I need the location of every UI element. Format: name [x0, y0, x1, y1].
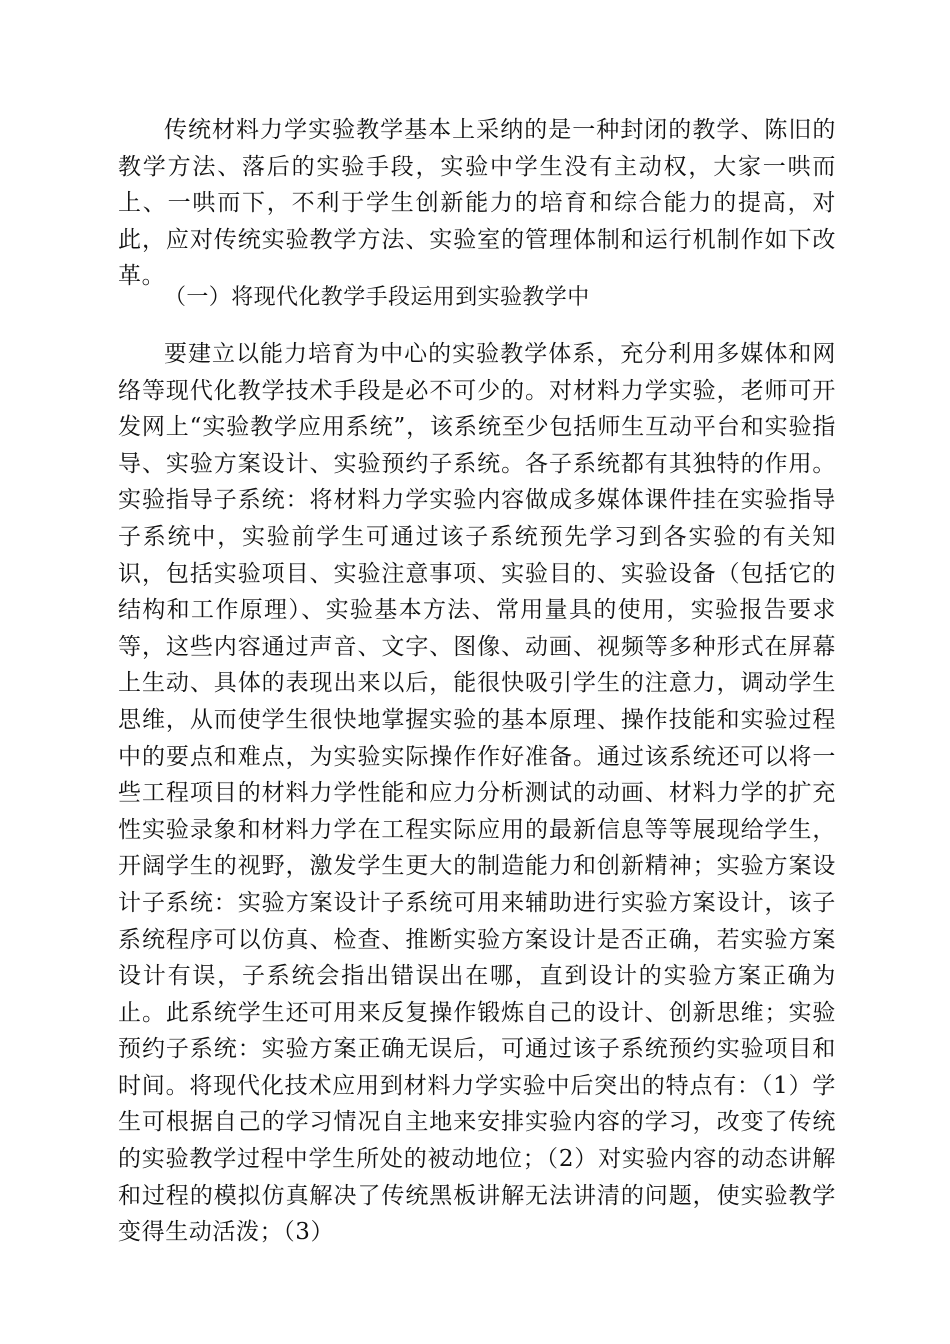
body-paragraph: 要建立以能力培育为中心的实验教学体系，充分利用多媒体和网络等现代化教学技术手段是必不可少的。对材料力学实验，老师可开发网上“实验教学应用系统”，该系统至少包括师生互动平台和实验指导、实验方案设计、实验预约子系统。各子系统都有其独特的作用。实验指导子系统：将材料力学实验内容做成多媒体课件挂在实验指导子系统中，实验前学生可通过该子系统预先学习到各实验的有关知识，包括实验项目、实验注意事项、实验目的、实验设备（包括它的结构和工作原理）、实验基本方法、常用量具的使用，实验报告要求等，这些内容通过声音、文字、图像、动画、视频等多种形式在屏幕上生动、具体的表现出来以后，能很快吸引学生的注意力，调动学生思维，从而使学生很快地掌握实验的基本原理、操作技能和实验过程中的要点和难点，为实验实际操作作好准备。通过该系统还可以将一些工程项目的材料力学性能和应力分析测试的动画、材料力学的扩充性实验录象和材料力学在工程实际应用的最新信息等等展现给学生，开阔学生的视野，激发学生更大的制造能力和创新精神；实验方案设计子系统：实验方案设计子系统可用来辅助进行实验方案设计，该子系统程序可以仿真、检查、推断实验方案设计是否正确，若实验方案设计有误，子系统会指出错误出在哪，直到设计的实验方案正确为止。此系统学生还可用来反复操作锻炼自己的设计、创新思维；实验预约子系统：实验方案正确无误后，可通过该子系统预约实验项目和时间。将现代化技术应用到材料力学实验中后突出的特点有：（1）学生可根据自己的学习情况自主地来安排实验内容的学习，改变了传统的实验教学过程中学生所处的被动地位；（2）对实验内容的动态讲解和过程的模拟仿真解决了传统黑板讲解无法讲清的问题，使实验教学变得生动活泼；（3）	[118, 341, 836, 1246]
section-heading: （一）将现代化教学手段运用到实验教学中	[164, 285, 590, 310]
intro-paragraph: 传统材料力学实验教学基本上采纳的是一种封闭的教学、陈旧的教学方法、落后的实验手段，实验中学生没有主动权，大家一哄而上、一哄而下，不利于学生创新能力的培育和综合能力的提高，对此，应对传统实验教学方法、实验室的管理体制和运行机制作如下改革。	[118, 117, 836, 290]
